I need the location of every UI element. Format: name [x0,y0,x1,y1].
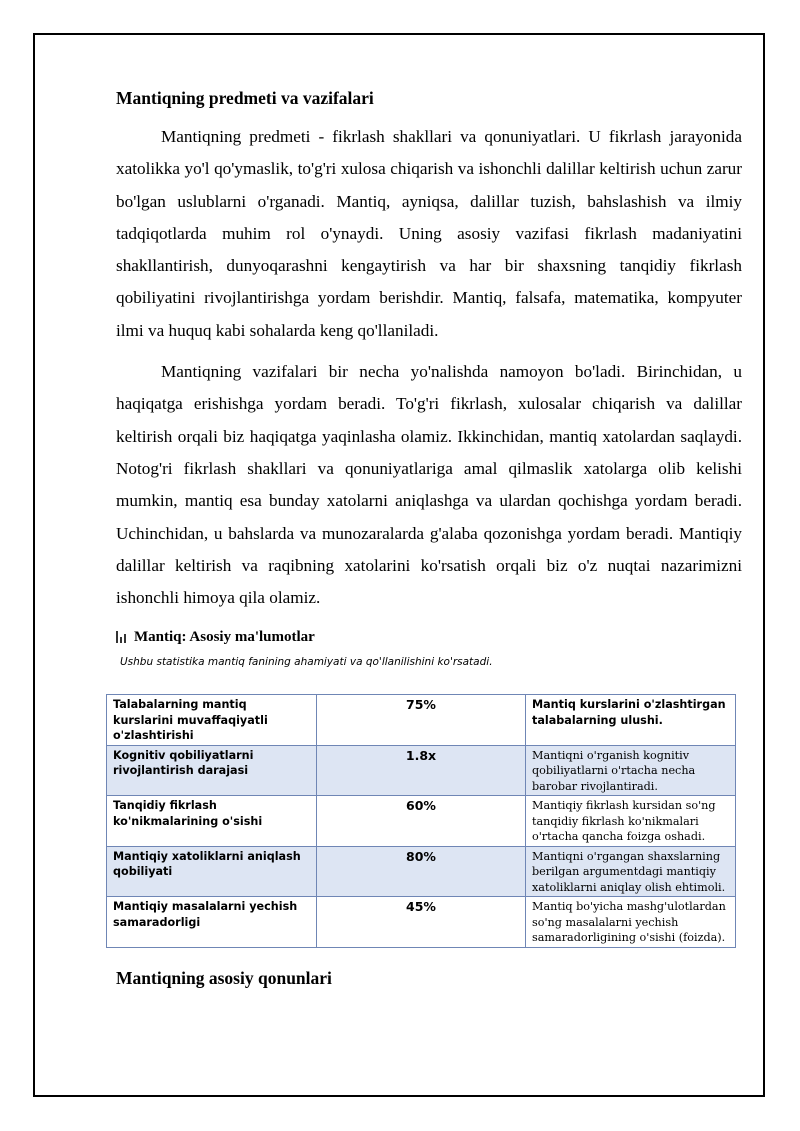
table-row [107,796,736,847]
row-value: 45% [317,897,526,948]
table-row [107,897,736,948]
row-value: 80% [317,846,526,897]
row-label: Kognitiv qobiliyatlarni rivojlantirish darajasi [107,745,317,796]
bar-chart-icon [116,631,128,643]
table-row [107,695,736,746]
row-note: Mantiq bo'yicha mashg'ulotlardan so'ng masalalarni yechish samaradorligining o'sishi (foizda). [526,897,736,948]
row-label: Tanqidiy fikrlash ko'nikmalarining o'sishi [107,796,317,847]
row-label: Mantiqiy xatoliklarni aniqlash qobiliyati [107,846,317,897]
stats-title-text: Mantiq: Asosiy ma'lumotlar [134,629,315,646]
paragraph-tasks: Mantiqning vazifalari bir necha yo'nalishda namoyon bo'ladi. Birinchidan, u haqiqatga erishishga yordam beradi. To'g'ri fikrlash, xulosalar chiqarish va dalillar keltirish orqali biz haqiqatga yaqinlasha olamiz. Ikkinchidan, mantiq xatolardan saqlaydi. Notog'ri fikrlash shakllari va qonuniyatlariga amal qilmaslik xatolarga olib kelishi mumkin, mantiq esa bunday xatolarni aniqlashga va ulardan qochishga yordam beradi. Uchinchidan, u bahslarda va munozaralarda g'alaba qozonishga yordam beradi. Mantiqiy dalillar keltirish va raqibning xatolarini ko'rsatish orqali biz o'z nuqtai nazarimizni ishonchli himoya qila olamiz. [116,362,742,608]
section-heading-subject: Mantiqning predmeti va vazifalari [116,88,374,108]
document-body [113,84,742,988]
row-note: Mantiq kurslarini o'zlashtirgan talabalarning ulushi. [526,695,736,746]
row-label: Mantiqiy masalalarni yechish samaradorligi [107,897,317,948]
row-note: Mantiqiy fikrlash kursidan so'ng tanqidiy fikrlash ko'nikmalari o'rtacha qancha foizga oshadi. [526,796,736,847]
table-row [107,745,736,796]
row-value: 75% [317,695,526,746]
section-heading-laws: Mantiqning asosiy qonunlari [116,968,332,988]
stats-caption: Ushbu statistika mantiq fanining ahamiyati va qo'llanilishini ko'rsatadi. [120,656,493,669]
row-note: Mantiqni o'rganish kognitiv qobiliyatlarni o'rtacha necha barobar rivojlantiradi. [526,745,736,796]
row-note: Mantiqni o'rgangan shaxslarning berilgan argumentdagi mantiqiy xatoliklarni aniqlay olish ehtimoli. [526,846,736,897]
row-value: 1.8x [317,745,526,796]
stats-table [106,694,736,948]
stats-title [116,627,742,647]
paragraph-subject: Mantiqning predmeti - fikrlash shakllari va qonuniyatlari. U fikrlash jarayonida xatolikka yo'l qo'ymaslik, to'g'ri xulosa chiqarish va ishonchli dalillar keltirish uchun zarur bo'lgan uslublarni o'rganadi. Mantiq, ayniqsa, dalillar tuzish, bahslashish va ilmiy tadqiqotlarda muhim rol o'ynaydi. Uning asosiy vazifasi fikrlash madaniyatini shakllantirish, dunyoqarashni kengaytirish va har bir shaxsning tanqidiy fikrlash qobiliyatini rivojlantirishga yordam berishdir. Mantiq, falsafa, matematika, kompyuter ilmi va huquq kabi sohalarda keng qo'llaniladi. [116,127,742,340]
row-value: 60% [317,796,526,847]
row-label: Talabalarning mantiq kurslarini muvaffaqiyatli o'zlashtirishi [107,695,317,746]
table-row [107,846,736,897]
